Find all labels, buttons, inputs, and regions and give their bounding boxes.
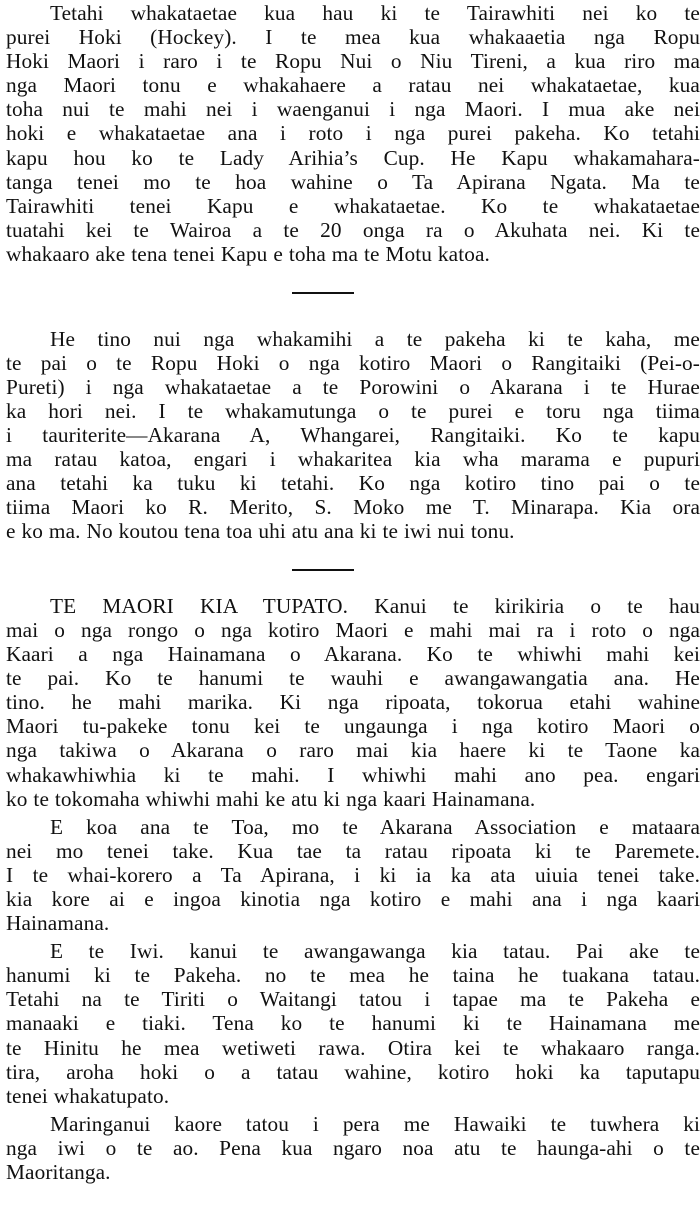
text-line: ana tetahi ka tuku ki tetahi. Ko nga kotiro tino pai o te xyxy=(6,471,700,496)
text-line: i tauriterite—Akarana A, Whangarei, Rangitaiki. Ko te kapu xyxy=(6,422,700,447)
paragraph-rangitaiki xyxy=(6,327,700,544)
text-line: Tetahi whakataetae kua hau ki te Tairawhiti nei ko te xyxy=(50,1,700,25)
paragraph-hockey xyxy=(6,0,700,266)
text-line: tino. he mahi marika. Ki nga ripoata, tokorua etahi wahine xyxy=(6,690,700,715)
text-line: purei Hoki (Hockey). I te mea kua whakaaetia nga Ropu xyxy=(6,25,700,50)
text-line: toha nui te mahi nei i waenganui i nga Maori. I mua ake nei xyxy=(6,97,700,122)
text-line: nei mo tenei take. Kua tae ta ratau ripoata ki te Paremete. xyxy=(6,838,700,863)
text-line: tiima Maori ko R. Merito, S. Moko me T. Minarapa. Kia ora xyxy=(6,495,700,520)
section-divider xyxy=(292,569,354,571)
text-line: He tino nui nga whakamihi a te pakeha ki te kaha, me xyxy=(50,326,700,351)
text-line: tanga tenei mo te hoa wahine o Ta Apirana Ngata. Ma te xyxy=(6,169,700,194)
paragraph-tupato xyxy=(6,594,700,811)
text-line: E te Iwi. kanui te awangawanga kia tatau. Pai ake te xyxy=(50,939,700,964)
text-line: E koa ana te Toa, mo te Akarana Association e mataara xyxy=(50,814,700,839)
text-line: whakaaro ake tena tenei Kapu e toha ma te Motu katoa. xyxy=(6,241,490,266)
text-line: tuatahi kei te Wairoa a te 20 onga ra o Akuhata nei. Ki te xyxy=(6,217,700,242)
text-line: e ko ma. No koutou tena toa uhi atu ana ki te iwi nui tonu. xyxy=(6,519,515,544)
text-line: nga Maori tonu e whakahaere a ratau nei whakataetae, kua xyxy=(6,73,700,98)
text-line: Kaari a nga Hainamana o Akarana. Ko te whiwhi mahi kei xyxy=(6,642,700,667)
text-line: nga takiwa o Akarana o raro mai kia haere ki te Taone ka xyxy=(6,738,700,763)
text-line: Hainamana. xyxy=(6,911,110,936)
text-line: Tetahi na te Tiriti o Waitangi tatou i tapae ma te Pakeha e xyxy=(6,987,700,1012)
text-line: te Hinitu he mea wetiweti rawa. Otira kei te whakaaro ranga. xyxy=(6,1035,700,1060)
text-line: ka hori nei. I te whakamutunga o te purei e toru nga tiima xyxy=(6,398,700,423)
section-divider xyxy=(292,292,354,294)
text-line: hoki e whakataetae ana i roto i nga purei pakeha. Ko tetahi xyxy=(6,121,700,146)
text-line: Hoki Maori i raro i te Ropu Nui o Niu Tireni, a kua riro ma xyxy=(6,49,700,74)
text-line: tira, aroha hoki o a tatau wahine, kotiro hoki ka taputapu xyxy=(6,1059,700,1084)
text-line: kia kore ai e ingoa kinotia nga kotiro e mahi ana i nga kaari xyxy=(6,887,700,911)
text-line: Maori tu-pakeke tonu kei te ungaunga i nga kotiro Maori o xyxy=(6,714,700,739)
text-line: Tairawhiti tenei Kapu e whakataetae. Ko te whakataetae xyxy=(6,193,700,218)
paragraph-maoritanga xyxy=(6,1112,700,1184)
text-line: Pureti) i nga whakataetae a te Porowini o Akarana i te Hurae xyxy=(6,374,700,399)
text-line: manaaki e tiaki. Tena ko te hanumi ki te Hainamana me xyxy=(6,1011,700,1036)
text-line: I te whai-korero a Ta Apirana, i ki ia ka ata uiuia tenei take. xyxy=(6,862,700,887)
paragraph-iwi xyxy=(6,939,700,1108)
text-line: nga iwi o te ao. Pena kua ngaro noa atu te haunga-ahi o te xyxy=(6,1135,700,1160)
text-line: te pai o te Ropu Hoki o nga kotiro Maori o Rangitaiki (Pei-o- xyxy=(6,350,700,375)
text-line: Maringanui kaore tatou i pera me Hawaiki te tuwhera ki xyxy=(50,1111,700,1136)
text-line: kapu hou ko te Lady Arihia’s Cup. He Kapu whakamahara- xyxy=(6,145,700,170)
text-line: TE MAORI KIA TUPATO. Kanui te kirikiria o te hau xyxy=(50,593,700,618)
text-line: mai o nga rongo o nga kotiro Maori e mahi mai ra i roto o nga xyxy=(6,617,700,642)
text-line: ko te tokomaha whiwhi mahi ke atu ki nga kaari Hainamana. xyxy=(6,786,536,811)
text-line: hanumi ki te Pakeha. no te mea he taina he tuakana tatau. xyxy=(6,963,700,988)
text-line: Maoritanga. xyxy=(6,1160,111,1185)
text-line: ma ratau katoa, engari i whakaritea kia wha marama e pupuri xyxy=(6,447,700,471)
text-line: whakawhiwhia ki te mahi. I whiwhi mahi ano pea. engari xyxy=(6,762,700,787)
text-line: te pai. Ko te hanumi te wauhi e awangawangatia ana. He xyxy=(6,666,700,691)
paragraph-association xyxy=(6,815,700,935)
text-line: tenei whakatupato. xyxy=(6,1083,170,1108)
